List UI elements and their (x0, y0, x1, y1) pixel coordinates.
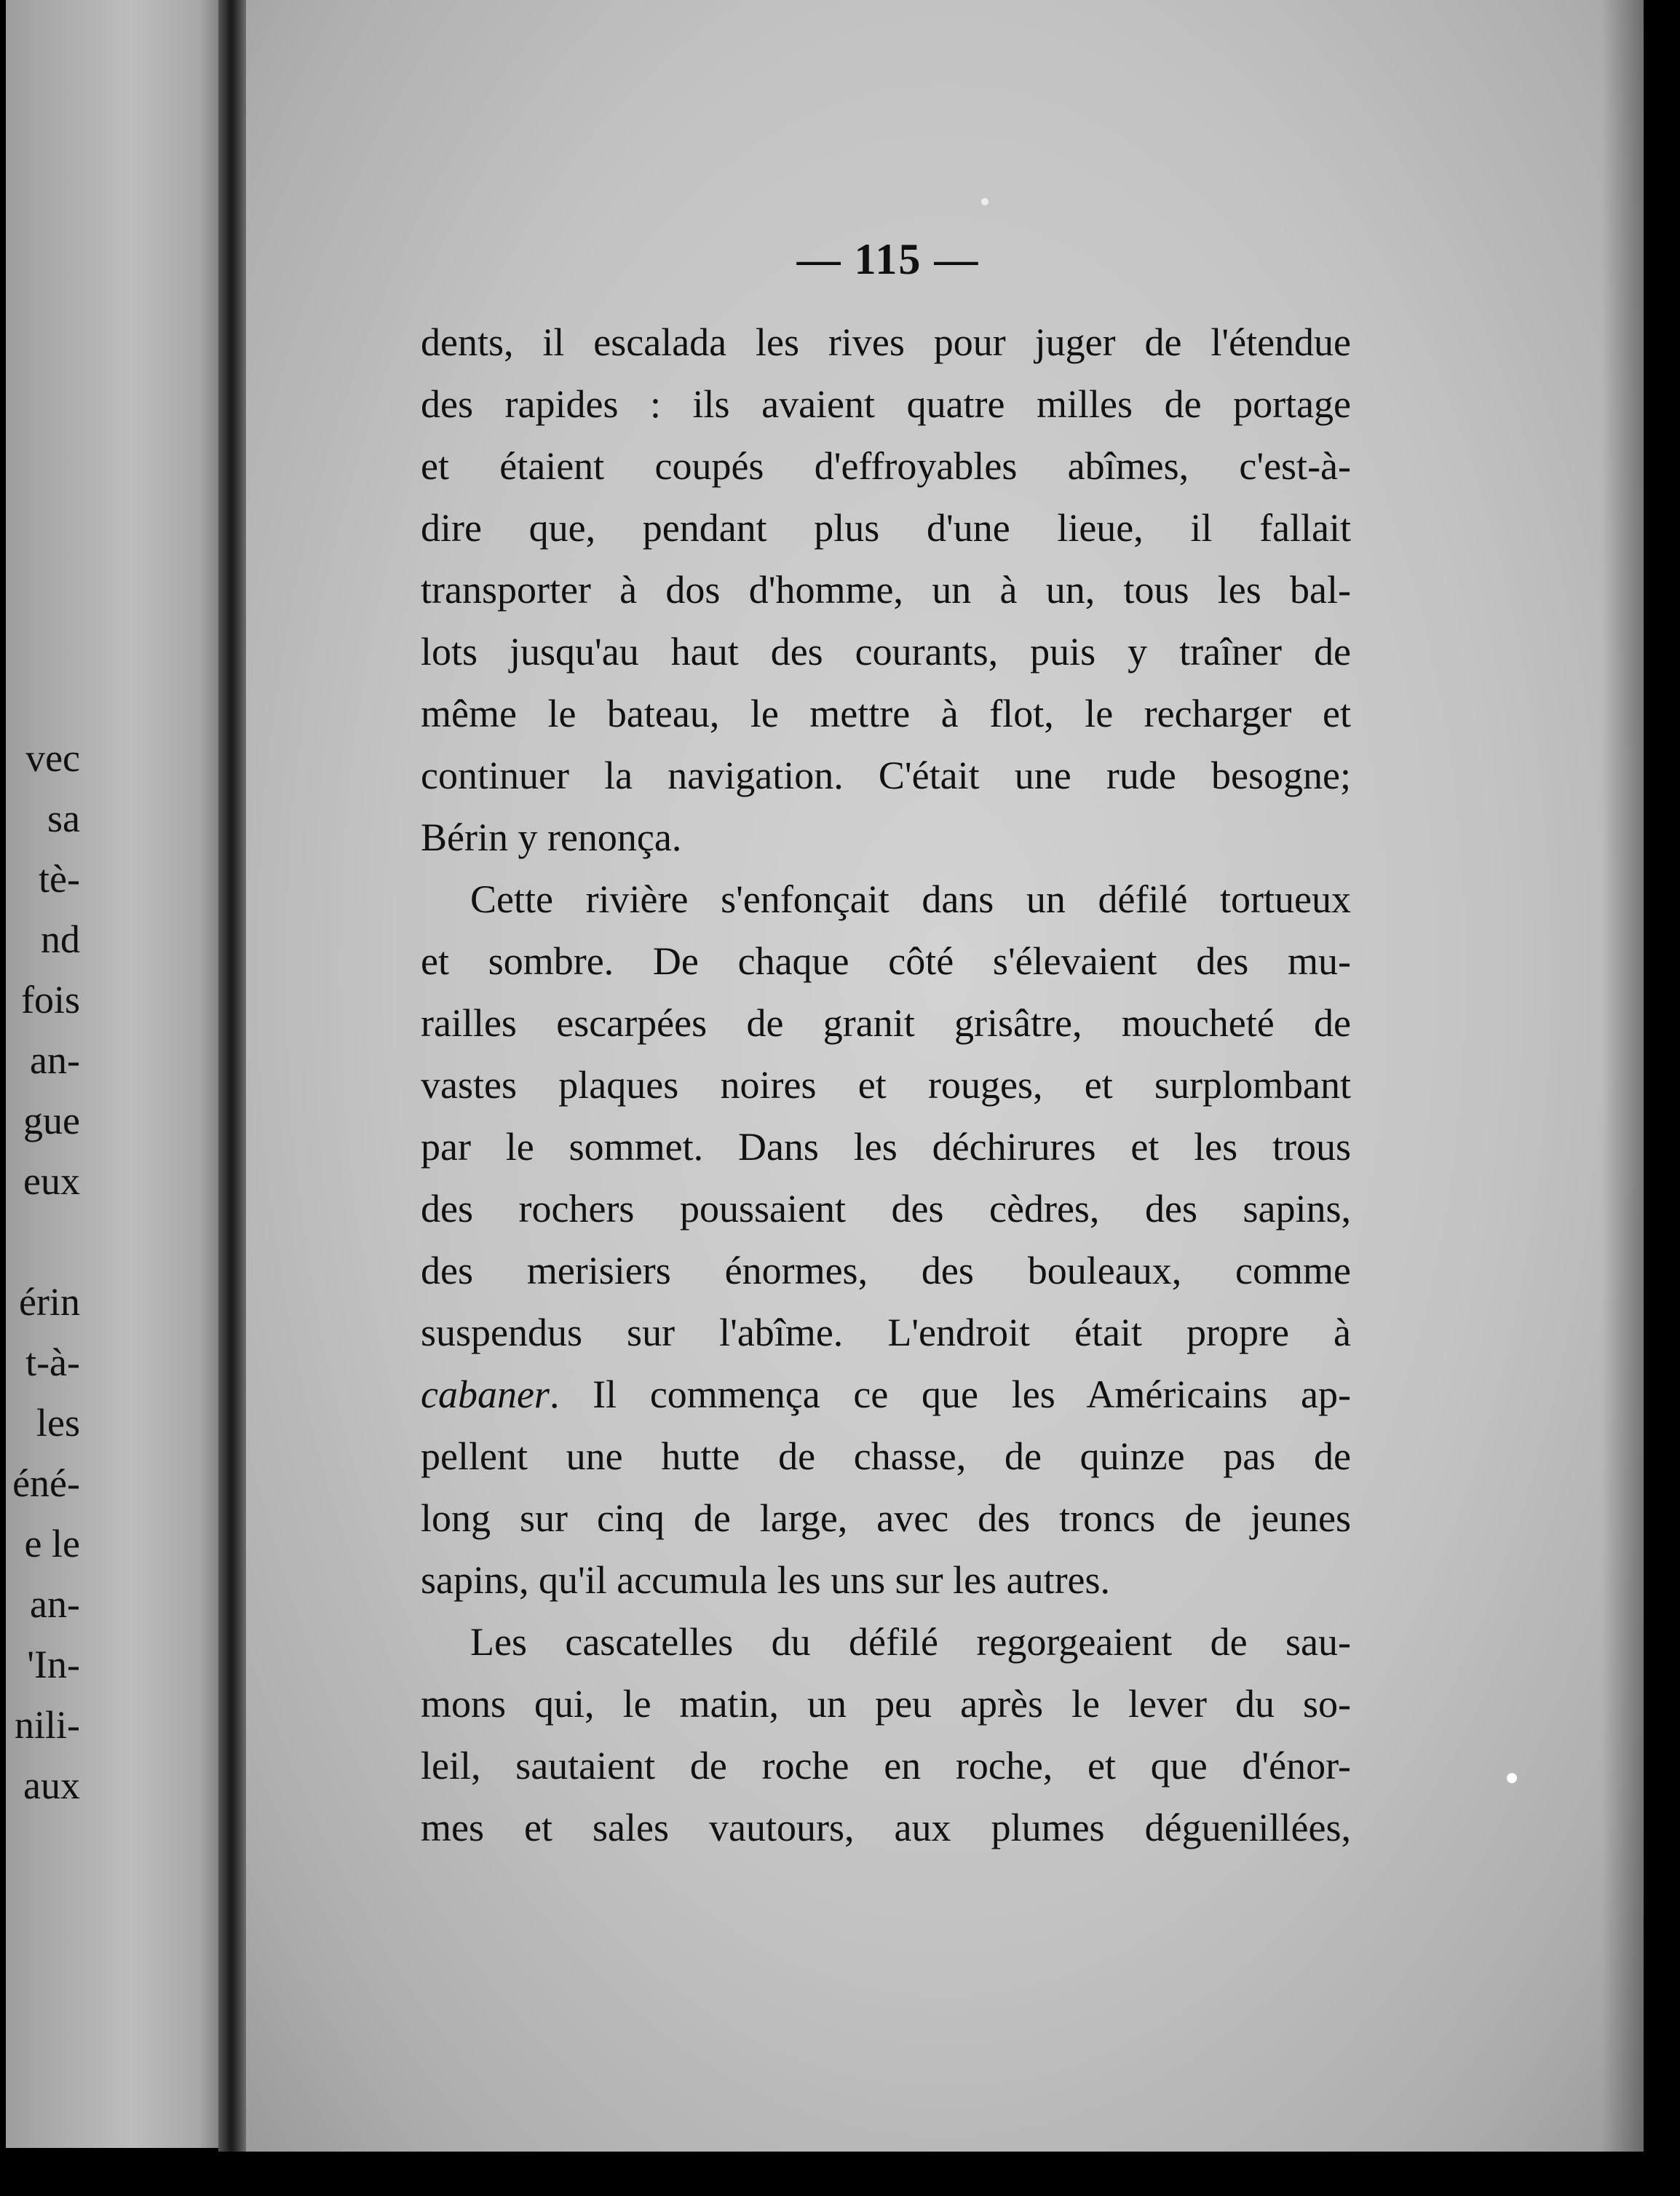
text-line: des rochers poussaient des cèdres, des sapins, (421, 1187, 1351, 1231)
left-fragment-line: an- (30, 1582, 80, 1626)
text-line: Bérin y renonça. (421, 815, 682, 859)
left-fragment-line: gue (23, 1099, 80, 1142)
text-line: vastes plaques noires et rouges, et surplombant (421, 1063, 1351, 1107)
scan-border-right (1644, 0, 1680, 2196)
text-line: par le sommet. Dans les déchirures et les trous (421, 1125, 1351, 1169)
left-fragment-line: érin (19, 1280, 80, 1324)
left-fragment-line: eux (23, 1159, 80, 1203)
text-line: transporter à dos d'homme, un à un, tous les bal- (421, 568, 1351, 612)
text-line: des rapides : ils avaient quatre milles de portage (421, 382, 1351, 426)
text-line: dire que, pendant plus d'une lieue, il fallait (421, 506, 1351, 550)
right-page-shadow (1601, 0, 1645, 2155)
left-fragment-line: tè- (39, 857, 80, 901)
text-line: mes et sales vautours, aux plumes déguenillées, (421, 1806, 1351, 1849)
left-page-text-fragments (6, 728, 80, 1816)
text-line: lots jusqu'au haut des courants, puis y traîner de (421, 630, 1351, 674)
text-line: même le bateau, le mettre à flot, le recharger et (421, 692, 1351, 735)
left-fragment-line: nili- (15, 1703, 80, 1747)
scan-border-bottom (0, 2152, 1680, 2196)
left-fragment-line: éné- (12, 1461, 80, 1505)
left-fragment-line: an- (30, 1038, 80, 1082)
paragraph (421, 1611, 1351, 1859)
text-line: et étaient coupés d'effroyables abîmes, c'est-à- (421, 444, 1351, 488)
left-fragment-line: fois (21, 978, 80, 1022)
left-fragment-line (6, 1212, 80, 1272)
text-line: continuer la navigation. C'était une rude besogne; (421, 754, 1351, 797)
scan-speck (981, 198, 988, 205)
text-line: suspendus sur l'abîme. L'endroit était propre à (421, 1311, 1351, 1354)
paragraph (421, 312, 1351, 869)
left-page-edge (6, 0, 233, 2148)
scan-border-left (0, 0, 6, 2196)
left-fragment-line: nd (41, 917, 80, 961)
text-line: Les cascatelles du défilé regorgeaient de sau- (470, 1620, 1351, 1664)
left-fragment-line: vec (25, 736, 80, 780)
text-line: Cette rivière s'enfonçait dans un défilé tortueux (470, 877, 1351, 921)
paragraph (421, 869, 1351, 1611)
body-text (421, 312, 1351, 1859)
left-fragment-line: e le (24, 1522, 80, 1565)
text-line: sapins, qu'il accumula les uns sur les autres. (421, 1558, 1111, 1602)
text-line: railles escarpées de granit grisâtre, moucheté de (421, 1001, 1351, 1045)
text-line: et sombre. De chaque côté s'élevaient des mu- (421, 939, 1351, 983)
left-fragment-line: sa (47, 797, 80, 840)
left-fragment-line: les (36, 1401, 80, 1445)
text-line: leil, sautaient de roche en roche, et que d'énor- (421, 1744, 1351, 1788)
page-number: — 115 — (796, 235, 980, 283)
text-line: long sur cinq de large, avec des troncs de jeunes (421, 1496, 1351, 1540)
text-line: mons qui, le matin, un peu après le lever du so- (421, 1682, 1351, 1726)
left-fragment-line: t-à- (25, 1340, 80, 1384)
left-fragment-line: 'In- (27, 1643, 80, 1686)
left-fragment-line: aux (23, 1763, 80, 1807)
text-line: cabaner. Il commença ce que les Américains ap- (421, 1372, 1351, 1416)
text-line: dents, il escalada les rives pour juger de l'étendue (421, 320, 1351, 364)
book-gutter (218, 0, 246, 2155)
text-line: des merisiers énormes, des bouleaux, comme (421, 1249, 1351, 1292)
scan-speck (1507, 1773, 1517, 1783)
text-line: pellent une hutte de chasse, de quinze pas de (421, 1434, 1351, 1478)
